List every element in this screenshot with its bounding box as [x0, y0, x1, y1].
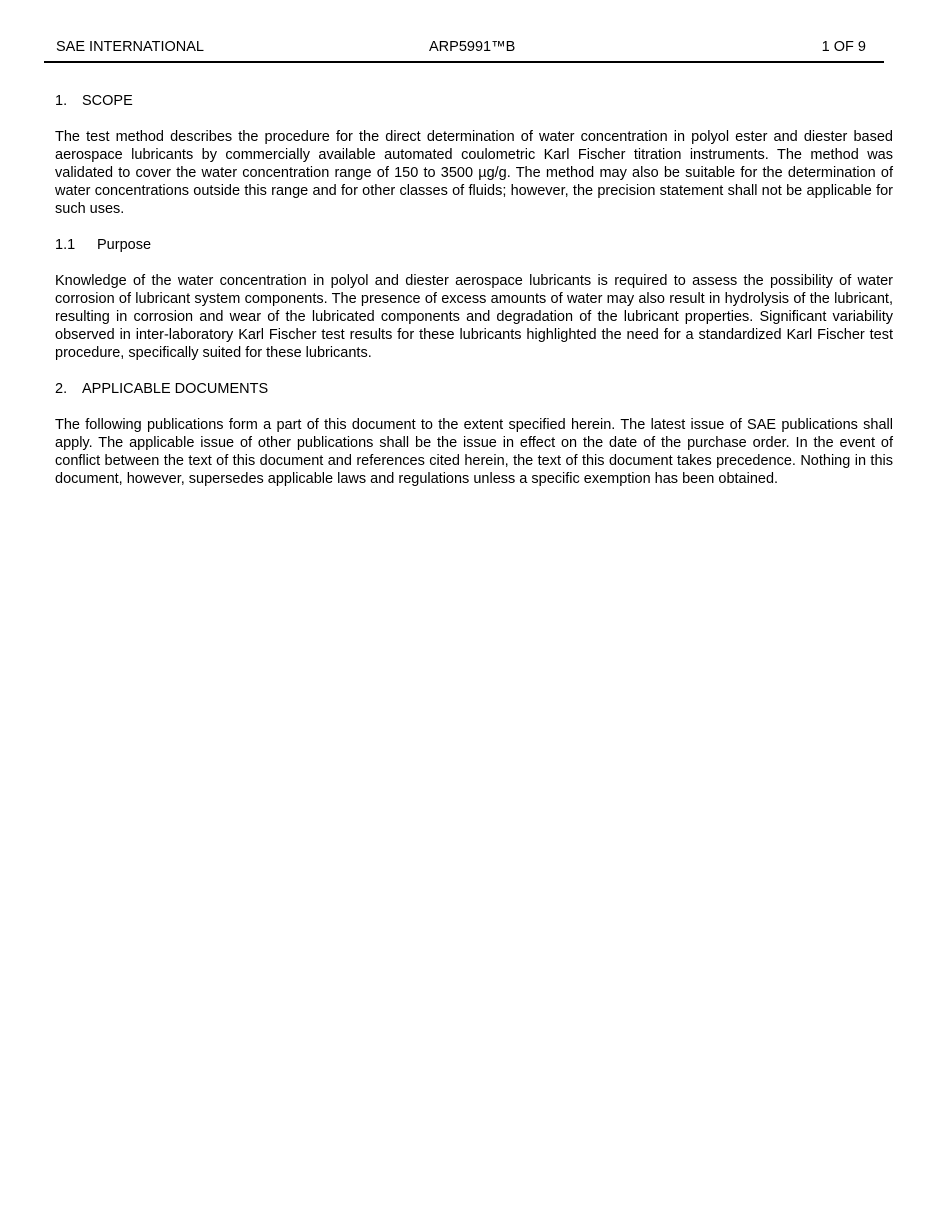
section-paragraph-purpose: Knowledge of the water concentration in polyol and diester aerospace lubricants is required to assess the possibility of water corrosion of lubricant system components. The presence of excess amounts of water may also result in hydrolysis of the lubricant, resulting in corrosion and wear of the lubricated components and degradation of the lubricant properties. Significant variability observed in inter-laboratory Karl Fischer test results for these lubricants highlighted the need for a standardized Karl Fischer test procedure, specifically suited for these lubricants.	[55, 273, 893, 361]
header-page-number: 1 OF 9	[821, 39, 866, 55]
header-organization: SAE INTERNATIONAL	[56, 39, 204, 55]
section-heading-scope	[55, 92, 893, 110]
section-title: Purpose	[97, 237, 152, 253]
section-number: 1.1	[55, 237, 76, 253]
section-heading-applicable-documents	[55, 380, 893, 398]
section-number: 1.	[55, 93, 68, 109]
section-title: SCOPE	[82, 93, 133, 109]
section-paragraph-applicable-documents: The following publications form a part of this document to the extent specified herein. The latest issue of SAE publications shall apply. The applicable issue of other publications shall be the issue in effect on the date of the purchase order. In the event of conflict between the text of this document and references cited herein, the text of this document takes precedence. Nothing in this document, however, supersedes applicable laws and regulations unless a specific exemption has been obtained.	[55, 417, 893, 487]
section-title: APPLICABLE DOCUMENTS	[82, 381, 269, 397]
document-body	[55, 92, 893, 506]
page-header	[44, 38, 884, 63]
header-document-id: ARP5991™B	[429, 39, 516, 55]
section-number: 2.	[55, 381, 68, 397]
section-heading-purpose	[55, 236, 893, 254]
section-paragraph-scope: The test method describes the procedure for the direct determination of water concentration in polyol ester and diester based aerospace lubricants by commercially available automated coulometric Karl Fischer titration instruments. The method was validated to cover the water concentration range of 150 to 3500 µg/g. The method may also be suitable for the determination of water concentrations outside this range and for other classes of fluids; however, the precision statement shall not be applicable for such uses.	[55, 129, 893, 217]
